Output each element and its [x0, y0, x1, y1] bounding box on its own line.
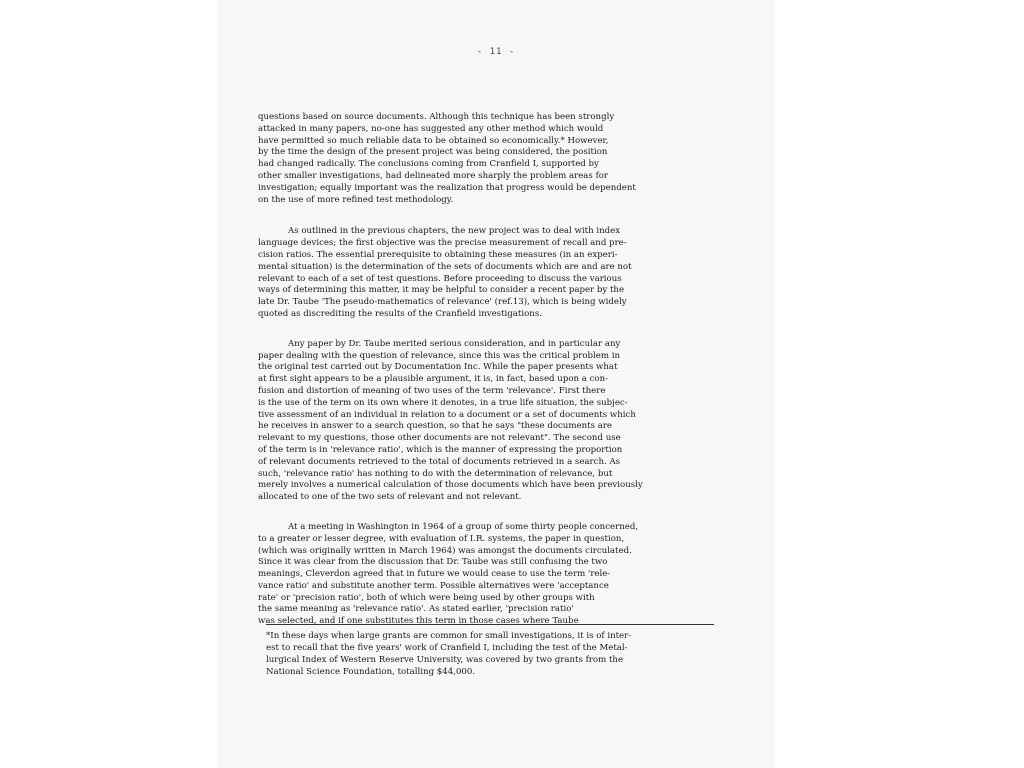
text-line: merely involves a numerical calculation of those documents which have been previously: [258, 480, 643, 491]
text-line: questions based on source documents. Although this technique has been strongly: [258, 112, 615, 122]
text-line: (which was originally written in March 1964) was amongst the documents circulated.: [258, 545, 632, 556]
text-line: on the use of more refined test methodology.: [258, 194, 454, 205]
text-line: by the time the design of the present project was being considered, the position: [258, 147, 608, 158]
footnote-line: *In these days when large grants are common for small investigations, it is of inter-: [266, 631, 632, 641]
text-line: rate' or 'precision ratio', both of which were being used by other groups with: [258, 592, 595, 603]
text-line: the same meaning as 'relevance ratio'. As stated earlier, 'precision ratio': [258, 604, 574, 615]
page-number: - 11 -: [476, 47, 516, 57]
text-line: he receives in answer to a search question, so that he says "these documents are: [258, 421, 613, 432]
text-line: such, 'relevance ratio' has nothing to do with the determination of relevance, but: [258, 468, 613, 479]
text-line: of relevant documents retrieved to the total of documents retrieved in a search. As: [258, 456, 621, 467]
text-line: paper dealing with the question of relevance, since this was the critical problem in: [258, 350, 621, 361]
document-page: [218, 0, 774, 768]
text-line: attacked in many papers, no-one has suggested any other method which would: [258, 123, 604, 134]
text-line: the original test carried out by Documentation Inc. While the paper presents what: [258, 362, 618, 373]
text-line: As outlined in the previous chapters, the new project was to deal with index: [288, 226, 621, 237]
text-line: language devices; the first objective was the precise measurement of recall and pre-: [258, 238, 627, 249]
text-line: relevant to my questions, those other documents are not relevant". The second use: [258, 433, 621, 444]
body-text: [258, 112, 718, 628]
text-line: meanings, Cleverdon agreed that in future we would cease to use the term 'rele-: [258, 569, 611, 580]
text-line: mental situation) is the determination of the sets of documents which are and are not: [258, 261, 632, 272]
text-line: Any paper by Dr. Taube merited serious consideration, and in particular any: [288, 338, 621, 349]
text-line: fusion and distortion of meaning of two uses of the term 'relevance'. First there: [258, 385, 606, 396]
text-line: allocated to one of the two sets of relevant and not relevant.: [258, 492, 522, 503]
text-line: tive assessment of an individual in relation to a document or a set of documents which: [258, 409, 636, 420]
text-line: have permitted so much reliable data to be obtained so economically.* However,: [258, 135, 609, 146]
footnote-line: lurgical Index of Western Reserve University, was covered by two grants from the: [266, 655, 624, 665]
text-line: ways of determining this matter, it may be helpful to consider a recent paper by the: [258, 285, 625, 296]
text-line: investigation; equally important was the realization that progress would be dependent: [258, 182, 636, 193]
text-line: At a meeting in Washington in 1964 of a group of some thirty people concerned,: [288, 521, 639, 532]
text-line: quoted as discrediting the results of the Cranfield investigations.: [258, 308, 542, 319]
paragraph-3: [258, 339, 718, 504]
paragraph-1: [258, 112, 718, 206]
text-line: to a greater or lesser degree, with evaluation of I.R. systems, the paper in question,: [258, 533, 625, 544]
text-line: at first sight appears to be a plausible argument, it is, in fact, based upon a con-: [258, 374, 609, 385]
footnote-line: est to recall that the five years' work of Cranfield I, including the test of the Metal-: [266, 643, 628, 653]
text-line: Since it was clear from the discussion that Dr. Taube was still confusing the two: [258, 557, 608, 568]
text-line: cision ratios. The essential prerequisite to obtaining these measures (in an experi-: [258, 249, 618, 260]
footnote: [266, 630, 736, 678]
footnote-line: National Science Foundation, totalling $44,000.: [266, 667, 476, 677]
text-line: other smaller investigations, had delineated more sharply the problem areas for: [258, 170, 609, 181]
text-line: of the term is in 'relevance ratio', which is the manner of expressing the proportion: [258, 444, 623, 455]
text-line: relevant to each of a set of test questions. Before proceeding to discuss the various: [258, 273, 622, 284]
text-line: is the use of the term on its own where it denotes, in a true life situation, the subjec-: [258, 397, 628, 408]
paragraph-4: [258, 522, 718, 628]
text-line: was selected, and if one substitutes this term in those cases where Taube: [258, 616, 579, 627]
paragraph-2: [258, 226, 718, 320]
text-line: late Dr. Taube 'The pseudo-mathematics of relevance' (ref.13), which is being widely: [258, 297, 627, 308]
text-line: had changed radically. The conclusions coming from Cranfield I, supported by: [258, 159, 599, 170]
text-line: vance ratio' and substitute another term. Possible alternatives were 'acceptance: [258, 580, 609, 591]
footnote-divider: [266, 624, 714, 625]
